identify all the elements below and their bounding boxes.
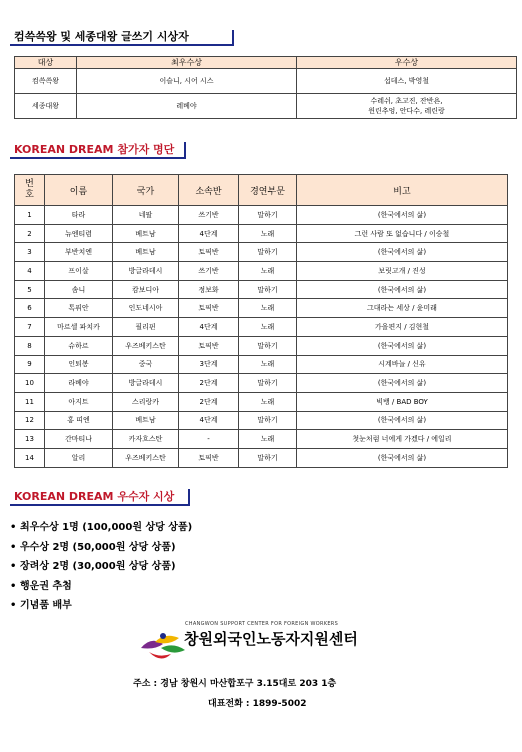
title-side-bar xyxy=(232,30,234,46)
cell-note: (한국에서의 삶) xyxy=(297,206,508,225)
cell-country: 우즈베키스탄 xyxy=(113,336,179,355)
participants-title: KOREAN DREAM 참가자 명단 xyxy=(14,143,175,156)
header-country: 국가 xyxy=(113,175,179,206)
cell-class: 토픽반 xyxy=(179,448,239,467)
cell-country: 캄보디아 xyxy=(113,280,179,299)
header-division: 경연부문 xyxy=(239,175,297,206)
cell-number: 1 xyxy=(15,206,45,225)
header-note: 비고 xyxy=(297,175,508,206)
cell-country: 카자흐스탄 xyxy=(113,430,179,449)
org-english-name: CHANGWON SUPPORT CENTER FOR FOREIGN WORKERS xyxy=(185,621,339,627)
cell-name: 솜니 xyxy=(45,280,113,299)
cell-note: 그런 사람 또 없습니다 / 이승철 xyxy=(297,224,508,243)
award-category: 세종대왕 xyxy=(15,94,77,119)
list-item xyxy=(10,596,192,616)
list-item xyxy=(10,538,192,558)
cell-class: 토픽반 xyxy=(179,299,239,318)
bullet-icon: • xyxy=(10,580,17,592)
table-row xyxy=(15,224,508,243)
table-row xyxy=(15,262,508,281)
cell-note: (한국에서의 삶) xyxy=(297,448,508,467)
cell-note: 가을편지 / 김현철 xyxy=(297,318,508,337)
table-row xyxy=(15,280,508,299)
cell-division: 노래 xyxy=(239,318,297,337)
cell-name: 부반치엔 xyxy=(45,243,113,262)
prize-text: 장려상 2명 (30,000원 상당 상품) xyxy=(20,561,176,572)
prizes-side-bar xyxy=(188,489,190,506)
cell-class: 3단계 xyxy=(179,355,239,374)
cell-class: 2단계 xyxy=(179,392,239,411)
table-row xyxy=(15,374,508,393)
header-excellence: 우수상 xyxy=(297,57,517,69)
cell-country: 방글라데시 xyxy=(113,262,179,281)
cell-division: 노래 xyxy=(239,430,297,449)
title-underline xyxy=(10,44,234,46)
prize-text: 기념품 배부 xyxy=(20,600,72,611)
cell-name: 프이살 xyxy=(45,262,113,281)
cell-name: 라베야 xyxy=(45,374,113,393)
cell-class: 정보화 xyxy=(179,280,239,299)
list-item xyxy=(10,518,192,538)
award-header-row xyxy=(15,57,517,69)
header-name: 이름 xyxy=(45,175,113,206)
cell-number: 7 xyxy=(15,318,45,337)
award-excellence-line: 수레쉬, 초고진, 잔반욘, xyxy=(370,97,443,105)
award-excellence: 섭데스, 박영철 xyxy=(297,69,517,94)
prizes-underline xyxy=(10,504,190,506)
cell-number: 10 xyxy=(15,374,45,393)
address: 주소 : 경남 창원시 마산합포구 3.15대로 203 1층 xyxy=(133,679,337,689)
cell-country: 베트남 xyxy=(113,224,179,243)
cell-note: 첫눈처럼 너에게 가겠다 / 에일리 xyxy=(297,430,508,449)
cell-division: 말하기 xyxy=(239,336,297,355)
cell-division: 말하기 xyxy=(239,448,297,467)
cell-number: 5 xyxy=(15,280,45,299)
cell-name: 홍 띠엔 xyxy=(45,411,113,430)
list-item xyxy=(10,577,192,597)
participants-table xyxy=(14,174,508,468)
cell-division: 노래 xyxy=(239,262,297,281)
cell-class: - xyxy=(179,430,239,449)
prize-list xyxy=(10,518,192,616)
cell-number: 14 xyxy=(15,448,45,467)
award-category: 컴쓱쓱왕 xyxy=(15,69,77,94)
prizes-title: KOREAN DREAM 우수자 시상 xyxy=(14,490,175,503)
cell-number: 13 xyxy=(15,430,45,449)
cell-country: 중국 xyxy=(113,355,179,374)
cell-country: 방글라데시 xyxy=(113,374,179,393)
award-excellence-line: 윈린추엉, 안다수, 레린랑 xyxy=(368,107,445,115)
table-row xyxy=(15,336,508,355)
award-table xyxy=(14,56,517,119)
header-number xyxy=(15,175,45,206)
table-row xyxy=(15,69,517,94)
cell-note: (한국에서의 삶) xyxy=(297,280,508,299)
prize-text: 우수상 2명 (50,000원 상당 상품) xyxy=(20,541,176,553)
cell-division: 말하기 xyxy=(239,206,297,225)
cell-name: 슈하르 xyxy=(45,336,113,355)
bullet-icon: • xyxy=(10,600,17,611)
cell-division: 말하기 xyxy=(239,411,297,430)
cell-class: 쓰기반 xyxy=(179,262,239,281)
award-excellence xyxy=(297,94,517,119)
header-category: 대상 xyxy=(15,57,77,69)
cell-division: 말하기 xyxy=(239,374,297,393)
cell-number: 8 xyxy=(15,336,45,355)
cell-number: 4 xyxy=(15,262,45,281)
table-row xyxy=(15,243,508,262)
cell-note: (한국에서의 삶) xyxy=(297,336,508,355)
bullet-icon: • xyxy=(10,522,17,533)
cell-country: 우즈베키스탄 xyxy=(113,448,179,467)
award-grand: 이슬니, 시어 시스 xyxy=(77,69,297,94)
org-korean-name: 창원외국인노동자지원센터 xyxy=(184,630,358,648)
cell-number: 2 xyxy=(15,224,45,243)
cell-name: 알리 xyxy=(45,448,113,467)
table-row xyxy=(15,411,508,430)
cell-class: 토픽반 xyxy=(179,243,239,262)
table-row xyxy=(15,318,508,337)
participants-underline xyxy=(10,157,186,159)
header-grand: 최우수상 xyxy=(77,57,297,69)
cell-name: 뉴엔티렴 xyxy=(45,224,113,243)
logo-icon xyxy=(135,628,191,668)
table-row xyxy=(15,94,517,119)
cell-class: 4단계 xyxy=(179,318,239,337)
cell-country: 필리핀 xyxy=(113,318,179,337)
cell-note: (한국에서의 삶) xyxy=(297,374,508,393)
header-class: 소속반 xyxy=(179,175,239,206)
table-row xyxy=(15,299,508,318)
cell-division: 말하기 xyxy=(239,243,297,262)
cell-division: 노래 xyxy=(239,392,297,411)
cell-name: 톡퓌안 xyxy=(45,299,113,318)
cell-name: 마르셀 파치카 xyxy=(45,318,113,337)
phone: 대표전화 : 1899-5002 xyxy=(208,699,307,709)
prize-text: 최우수상 1명 (100,000원 상당 상품) xyxy=(20,522,193,533)
cell-division: 노래 xyxy=(239,355,297,374)
cell-number: 9 xyxy=(15,355,45,374)
cell-class: 4단계 xyxy=(179,411,239,430)
cell-note: 그대라는 세상 / 윤미래 xyxy=(297,299,508,318)
cell-note: 시계바늘 / 신유 xyxy=(297,355,508,374)
cell-class: 쓰기반 xyxy=(179,206,239,225)
table-row xyxy=(15,430,508,449)
prize-text: 행운권 추첨 xyxy=(20,580,72,592)
cell-class: 4단계 xyxy=(179,224,239,243)
header-number-label: 번호 xyxy=(25,179,34,200)
cell-name: 타라 xyxy=(45,206,113,225)
list-item xyxy=(10,557,192,577)
cell-country: 인도네시아 xyxy=(113,299,179,318)
cell-country: 스리랑카 xyxy=(113,392,179,411)
cell-number: 3 xyxy=(15,243,45,262)
contest-title: 컴쓱쓱왕 및 세종대왕 글쓰기 시상자 xyxy=(14,30,189,43)
cell-number: 6 xyxy=(15,299,45,318)
cell-note: 보릿고개 / 진성 xyxy=(297,262,508,281)
cell-division: 노래 xyxy=(239,299,297,318)
participants-header-row xyxy=(15,175,508,206)
award-grand: 레베야 xyxy=(77,94,297,119)
cell-name: 아지트 xyxy=(45,392,113,411)
table-row xyxy=(15,355,508,374)
cell-division: 노래 xyxy=(239,224,297,243)
bullet-icon: • xyxy=(10,541,17,553)
cell-country: 베트남 xyxy=(113,411,179,430)
cell-note: 빅뱅 / BAD BOY xyxy=(297,392,508,411)
table-row xyxy=(15,448,508,467)
cell-country: 베트남 xyxy=(113,243,179,262)
cell-name: 인퇴봉 xyxy=(45,355,113,374)
bullet-icon: • xyxy=(10,561,17,572)
table-row xyxy=(15,206,508,225)
cell-class: 토픽반 xyxy=(179,336,239,355)
cell-number: 12 xyxy=(15,411,45,430)
cell-note: (한국에서의 삶) xyxy=(297,243,508,262)
cell-note: (한국에서의 삶) xyxy=(297,411,508,430)
cell-country: 네팔 xyxy=(113,206,179,225)
table-row xyxy=(15,392,508,411)
cell-name: 간마티나 xyxy=(45,430,113,449)
participants-side-bar xyxy=(184,142,186,159)
cell-division: 말하기 xyxy=(239,280,297,299)
cell-number: 11 xyxy=(15,392,45,411)
cell-class: 2단계 xyxy=(179,374,239,393)
